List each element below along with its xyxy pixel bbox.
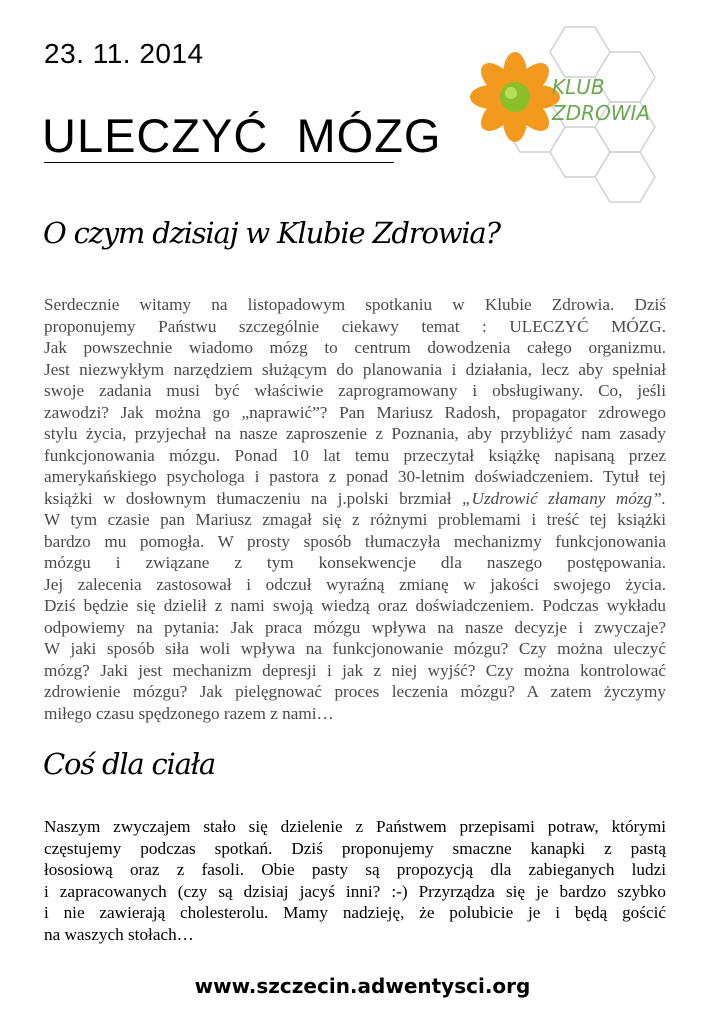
title-divider <box>44 162 394 163</box>
text-line: amerykańskiego psychologa i pastora z ponad 30-letnim doświadczeniem. Tytuł tej <box>44 467 666 486</box>
section-body-club <box>44 294 666 724</box>
text-line: zawodzi? Jak można go „naprawić”? Pan Mariusz Radosh, propagator zdrowego <box>44 402 666 422</box>
website-link[interactable]: www.szczecin.adwentysci.org <box>194 974 531 998</box>
klub-zdrowia-logo <box>470 22 690 212</box>
book-title: „Uzdrowić złamany mózg”. <box>461 488 666 508</box>
text-line: W tym czasie pan Mariusz zmagał się z różnymi problemami i treść tej książki <box>44 510 666 529</box>
text-line: częstujemy podczas spotkań. Dziś proponujemy smaczne kanapki z pastą <box>44 838 666 858</box>
text-line: mózgu i związane z tym konsekwencje dla naszego postępowania. <box>44 553 666 572</box>
text-line: stylu życia, przyjechał na nasze zaproszenie z Poznania, aby przybliżyć nam zasady <box>44 424 666 443</box>
text-line: swoje zadania musi być właściwie zaprogramowany i obsługiwany. Co, jeśli <box>44 381 666 400</box>
section-heading-body: Coś dla ciała <box>43 747 215 781</box>
text-line: proponujemy Państwu szczególnie ciekawy temat : ULECZYĆ MÓZG. <box>44 316 666 336</box>
text-line: i nie zawierają cholesterolu. Mamy nadzieję, że polubicie je i będą gościć <box>44 903 666 922</box>
text-line: bardzo mu pomogła. W prosty sposób tłumaczyła mechanizmy funkcjonowania <box>44 531 666 551</box>
text-line: i zapracowanych (czy są dzisiaj jacyś inni? :-) Przyrządza się je bardzo szybko <box>44 881 666 901</box>
text-line: łososiową oraz z fasoli. Obie pasty są propozycją dla zabieganych ludzi <box>44 860 666 879</box>
text-line: Jej zalecenia zastosował i odczuł wyraźną zmianę w jakości swojego życia. <box>44 574 666 594</box>
text-line: odpowiemy na pytania: Jak praca mózgu wpływa na nasze decyzje i zwyczaje? <box>44 617 666 637</box>
text-line-with-book-title <box>44 488 666 510</box>
page-title: ULECZYĆ MÓZG <box>42 109 442 162</box>
text-line: Naszym zwyczajem stało się dzielenie z Państwem przepisami potraw, którymi <box>44 817 666 836</box>
text-line: Dziś będzie się dzielił z nami swoją wiedzą oraz doświadczeniem. Podczas wykładu <box>44 596 666 615</box>
text-line: Serdecznie witamy na listopadowym spotkaniu w Klubie Zdrowia. Dziś <box>44 295 666 314</box>
section-body-food <box>44 816 666 945</box>
text-line: mózg? Jaki jest mechanizm depresji i jak z niej wyjść? Czy można kontrolować <box>44 660 666 680</box>
text-line: W jaki sposób siła woli wpływa na funkcjonowanie mózgu? Czy można uleczyć <box>44 639 666 658</box>
text-line: zdrowienie mózgu? Jak pielęgnować proces leczenia mózgu? A zatem życzymy <box>44 682 666 701</box>
text-line: na waszych stołach… <box>44 924 194 944</box>
section-heading-club: O czym dzisiaj w Klubie Zdrowia? <box>43 216 500 250</box>
text-line: funkcjonowania mózgu. Ponad 10 lat temu przeczytał książkę napisaną przez <box>44 445 666 465</box>
flower-icon <box>470 52 560 142</box>
date: 23. 11. 2014 <box>44 38 204 69</box>
logo-line2: ZDROWIA <box>552 101 651 125</box>
logo-line1: KLUB <box>552 75 605 99</box>
text-line: Jest niezwykłym narzędziem służącym do planowania i działania, lecz aby spełniał <box>44 359 666 379</box>
text-fragment: książki w dosłownym tłumaczeniu na j.polski brzmiał <box>44 488 462 508</box>
text-line: Jak powszechnie wiadomo mózg to centrum dowodzenia całego organizmu. <box>44 338 666 357</box>
text-line: miłego czasu spędzonego razem z nami… <box>44 703 334 723</box>
